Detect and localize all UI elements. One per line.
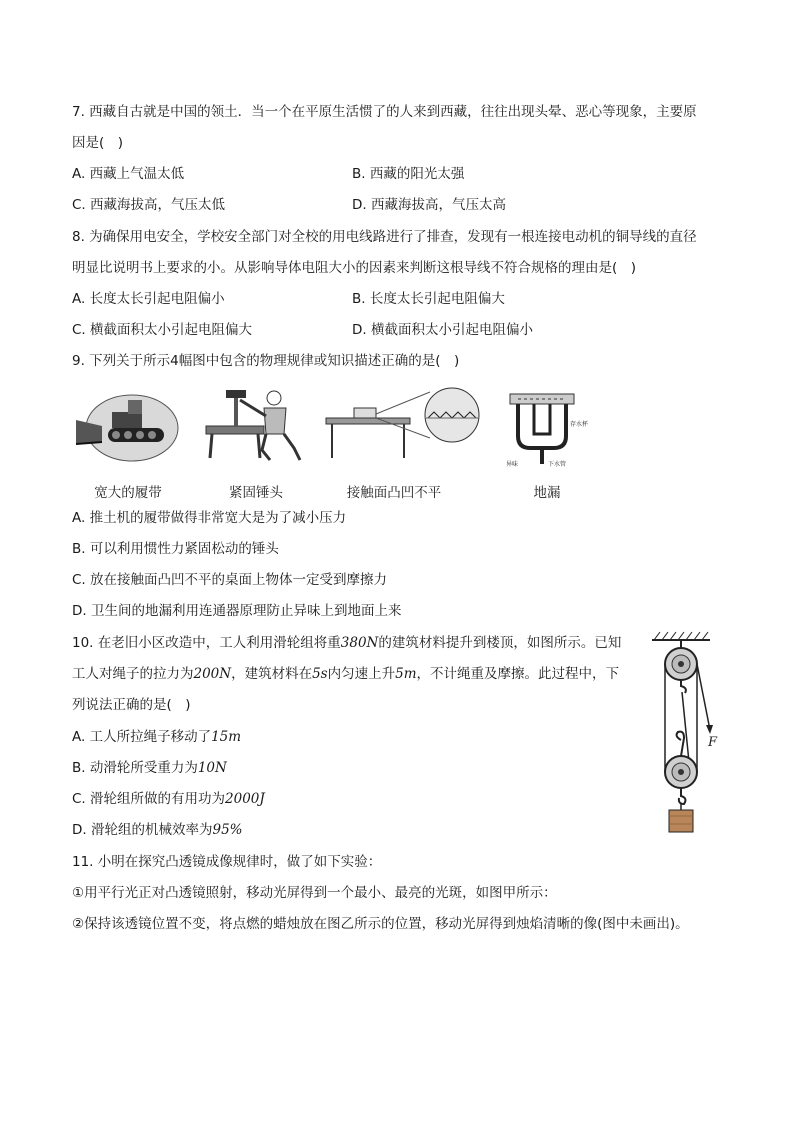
bulldozer-figure [72,386,184,464]
q7-option-a: A. 西藏上气温太低 [72,166,185,182]
q8-stem-line2: 明显比说明书上要求的小。从影响导体电阻大小的因素来判断这根导线不符合规格的理由是( ) [72,260,637,276]
q11-step-1: ①用平行光正对凸透镜照射，移动光屏得到一个最小、最亮的光斑，如图甲所示： [72,885,557,901]
q9-option-a: A. 推土机的履带做得非常宽大是为了减小压力 [72,510,347,526]
force-label: F [708,735,718,750]
q8-option-a: A. 长度太长引起电阻偏小 [72,291,225,307]
figure-caption-rough-surface: 接触面凸凹不平 [346,485,442,501]
q10-option-b-text: B. 动滑轮所受重力为 [72,760,198,776]
q11-step-2: ②保持该透镜位置不变，将点燃的蜡烛放在图乙所示的位置，移动光屏得到烛焰清晰的像(图中未画出)。 [72,916,689,932]
drain-label-cup: 存水杯 [570,421,588,428]
q9-option-b: B. 可以利用惯性力紧固松动的锤头 [72,541,279,557]
q10-text: 10. 在老旧小区改造中，工人利用滑轮组将重 [72,635,341,651]
q10-option-a-value: 15m [211,729,242,745]
rough-surface-figure [322,386,486,468]
q10-text: ，不计绳重及摩擦。此过程中，下 [416,666,620,682]
hammer-figure [204,386,308,468]
figure-caption-hammer: 紧固锤头 [229,485,283,501]
q10-force: 200N [193,666,232,682]
q10-text: 内匀速上升 [327,666,396,682]
q8-option-b: B. 长度太长引起电阻偏大 [352,291,505,307]
drain-label-odor: 异味 [506,461,519,468]
q8-stem-line1: 8. 为确保用电安全，学校安全部门对全校的用电线路进行了排查，发现有一根连接电动机的铜导线的直径 [72,229,697,245]
q10-option-d-text: D. 滑轮组的机械效率为 [72,822,213,838]
q7-option-b: B. 西藏的阳光太强 [352,166,465,182]
q10-option-c-text: C. 滑轮组所做的有用功为 [72,791,226,807]
q9-option-c: C. 放在接触面凸凹不平的桌面上物体一定受到摩擦力 [72,572,388,588]
q10-option-b [72,758,227,778]
q10-option-c [72,789,265,809]
q7-option-c: C. 西藏海拔高，气压太低 [72,197,226,213]
drain-label-pipe: 下水管 [548,461,567,468]
q10-height: 5m [395,666,417,682]
q10-option-a [72,727,241,747]
q9-option-d: D. 卫生间的地漏利用连通器原理防止异味上到地面上来 [72,603,402,619]
q10-text: 的建筑材料提升到楼顶，如图所示。已知 [378,635,622,651]
q8-option-d: D. 横截面积太小引起电阻偏小 [352,322,533,338]
q7-stem-line1: 7. 西藏自古就是中国的领土．当一个在平原生活惯了的人来到西藏，往往出现头晕、恶心等现象，主要原 [72,104,697,120]
q10-stem-line3: 列说法正确的是( ) [72,697,191,713]
q7-option-d: D. 西藏海拔高，气压太高 [352,197,506,213]
q10-option-c-value: 2000J [225,791,265,807]
q11-stem: 11. 小明在探究凸透镜成像规律时，做了如下实验： [72,854,382,870]
q10-option-a-text: A. 工人所拉绳子移动了 [72,729,212,745]
q10-weight: 380N [340,635,379,651]
q10-option-d-value: 95% [212,822,243,838]
floor-drain-figure [504,390,588,470]
q10-text: ，建筑材料在 [231,666,313,682]
q10-option-b-value: 10N [197,760,227,776]
q10-text: 工人对绳子的拉力为 [72,666,194,682]
figure-caption-tracks: 宽大的履带 [94,485,162,501]
pulley-figure [644,630,724,836]
q10-stem-line1 [72,633,621,653]
q10-time: 5s [312,666,328,682]
q10-option-d [72,820,243,840]
figure-caption-drain: 地漏 [533,485,561,501]
q8-option-c: C. 横截面积太小引起电阻偏大 [72,322,253,338]
q9-stem: 9. 下列关于所示4幅图中包含的物理规律或知识描述正确的是( ) [72,353,460,369]
q7-stem-line2: 因是( ) [72,135,124,151]
q10-stem-line2 [72,664,619,684]
